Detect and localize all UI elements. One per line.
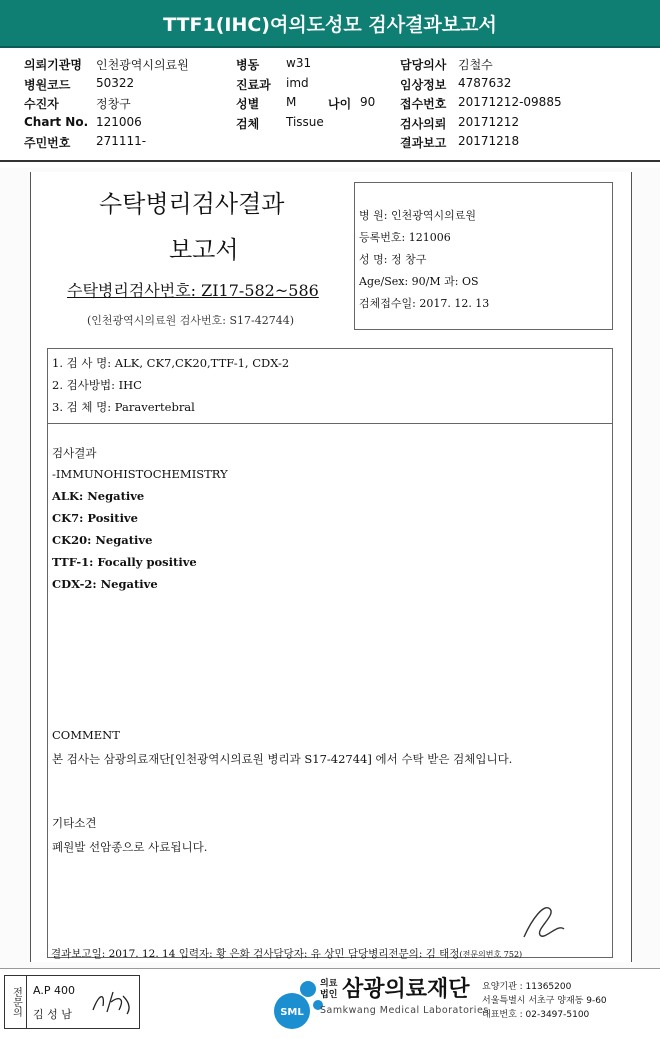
lab-logo-icon — [268, 975, 326, 1033]
value-ward: w31 — [286, 56, 312, 70]
expert-box — [4, 975, 140, 1029]
value-patient: 정창구 — [96, 97, 131, 111]
label-patient: 수진자 — [24, 97, 59, 111]
exam-specimen: 3. 검 체 명: Paravertebral — [52, 400, 195, 414]
footer-text: 결과보고일: 2017. 12. 14 입력자: 황 은화 검사담당자: 유 상민 담당병리전문의: 김 태정 — [51, 948, 460, 960]
patient-box-name: 성 명: 정 창구 — [359, 253, 427, 266]
label-ward: 병동 — [236, 58, 260, 72]
other-text: 폐원발 선암종으로 사료됩니다. — [52, 840, 208, 854]
result-alk: ALK: Negative — [52, 489, 145, 503]
label-report-date: 결과보고 — [400, 136, 447, 150]
patient-box — [354, 182, 613, 330]
lab-address: 서울특별시 서초구 양재동 9-60 — [482, 996, 607, 1006]
label-age: 나이 — [328, 97, 352, 111]
value-institution: 인천광역시의료원 — [96, 58, 189, 72]
report-footer — [51, 946, 522, 961]
report-sheet — [30, 172, 632, 962]
value-chart-no: 121006 — [96, 115, 142, 129]
result-heading: 검사결과 — [52, 446, 97, 460]
label-chart-no: Chart No. — [24, 115, 89, 129]
result-cdx2: CDX-2: Negative — [52, 577, 158, 591]
exam-method: 2. 검사방법: IHC — [52, 378, 142, 392]
result-ttf1: TTF-1: Focally positive — [52, 555, 197, 569]
exam-name: 1. 검 사 명: ALK, CK7,CK20,TTF-1, CDX-2 — [52, 356, 290, 370]
value-resident-no: 271111- — [96, 134, 147, 148]
value-receipt-no: 20171212-09885 — [458, 95, 562, 109]
value-specimen: Tissue — [286, 115, 324, 129]
value-doctor: 김철수 — [458, 58, 493, 72]
label-sex: 성별 — [236, 97, 260, 111]
label-hospital-code: 병원코드 — [24, 78, 71, 92]
divider — [48, 423, 612, 424]
footer-specialist-no: (전문의번호 752) — [459, 950, 523, 959]
value-request-date: 20171212 — [458, 115, 520, 129]
document-title-line2: 보고서 — [169, 236, 239, 264]
lab-prefix-1: 의료 — [320, 979, 338, 989]
bottom-bar — [0, 968, 660, 1039]
scanned-report — [0, 168, 660, 968]
lab-phone: 대표번호 : 02-3497-5100 — [482, 1010, 590, 1020]
lab-prefix-2: 법인 — [320, 990, 338, 1000]
report-title: TTF1(IHC)여의도성모 검사결과보고서 — [0, 0, 660, 48]
expert-name: 김 성 남 — [33, 1008, 72, 1021]
label-specimen: 검체 — [236, 117, 260, 131]
patient-box-age-sex: Age/Sex: 90/M 과: OS — [359, 275, 479, 288]
lab-institution-code: 요양기관 : 11365200 — [482, 982, 572, 992]
value-report-date: 20171218 — [458, 134, 520, 148]
exam-box — [47, 348, 613, 958]
expert-signature — [89, 988, 135, 1018]
pathologist-signature — [514, 899, 574, 945]
result-ck7: CK7: Positive — [52, 511, 138, 525]
logo-text: SML — [280, 1007, 304, 1018]
label-doctor: 담당의사 — [400, 58, 447, 72]
result-ck20: CK20: Negative — [52, 533, 153, 547]
result-method: -IMMUNOHISTOCHEMISTRY — [52, 467, 228, 481]
lab-prefix — [320, 979, 337, 1001]
patient-box-reg-no: 등록번호: 121006 — [359, 231, 451, 244]
lab-name: 삼광의료재단 — [342, 977, 470, 1002]
consign-number: 수탁병리검사번호: ZI17-582~586 — [67, 281, 319, 300]
expert-code: A.P 400 — [33, 984, 75, 997]
lab-english-name: Samkwang Medical Laboratories — [320, 1005, 489, 1016]
label-request-date: 검사의뢰 — [400, 117, 447, 131]
patient-info-header — [0, 50, 660, 162]
value-department: imd — [286, 76, 309, 90]
patient-box-hospital: 병 원: 인천광역시의료원 — [359, 209, 476, 222]
document-title: 수탁병리검사결과 — [99, 190, 285, 218]
expert-tag: 전문의 — [5, 976, 27, 1028]
comment-text: 본 검사는 삼광의료재단[인천광역시의료원 병리과 S17-42744] 에서 수탁 받은 검체입니다. — [52, 752, 513, 766]
label-resident-no: 주민번호 — [24, 136, 71, 150]
label-clinical-info: 임상정보 — [400, 78, 447, 92]
other-heading: 기타소견 — [52, 816, 97, 830]
comment-heading: COMMENT — [52, 728, 120, 742]
patient-box-received: 검체접수일: 2017. 12. 13 — [359, 297, 490, 310]
label-institution: 의뢰기관명 — [24, 58, 82, 72]
label-department: 진료과 — [236, 78, 271, 92]
value-sex: M — [286, 95, 297, 109]
value-clinical-info: 4787632 — [458, 76, 512, 90]
hospital-exam-number: (인천광역시의료원 검사번호: S17-42744) — [87, 314, 295, 327]
value-hospital-code: 50322 — [96, 76, 135, 90]
label-receipt-no: 접수번호 — [400, 97, 447, 111]
value-age: 90 — [360, 95, 376, 109]
